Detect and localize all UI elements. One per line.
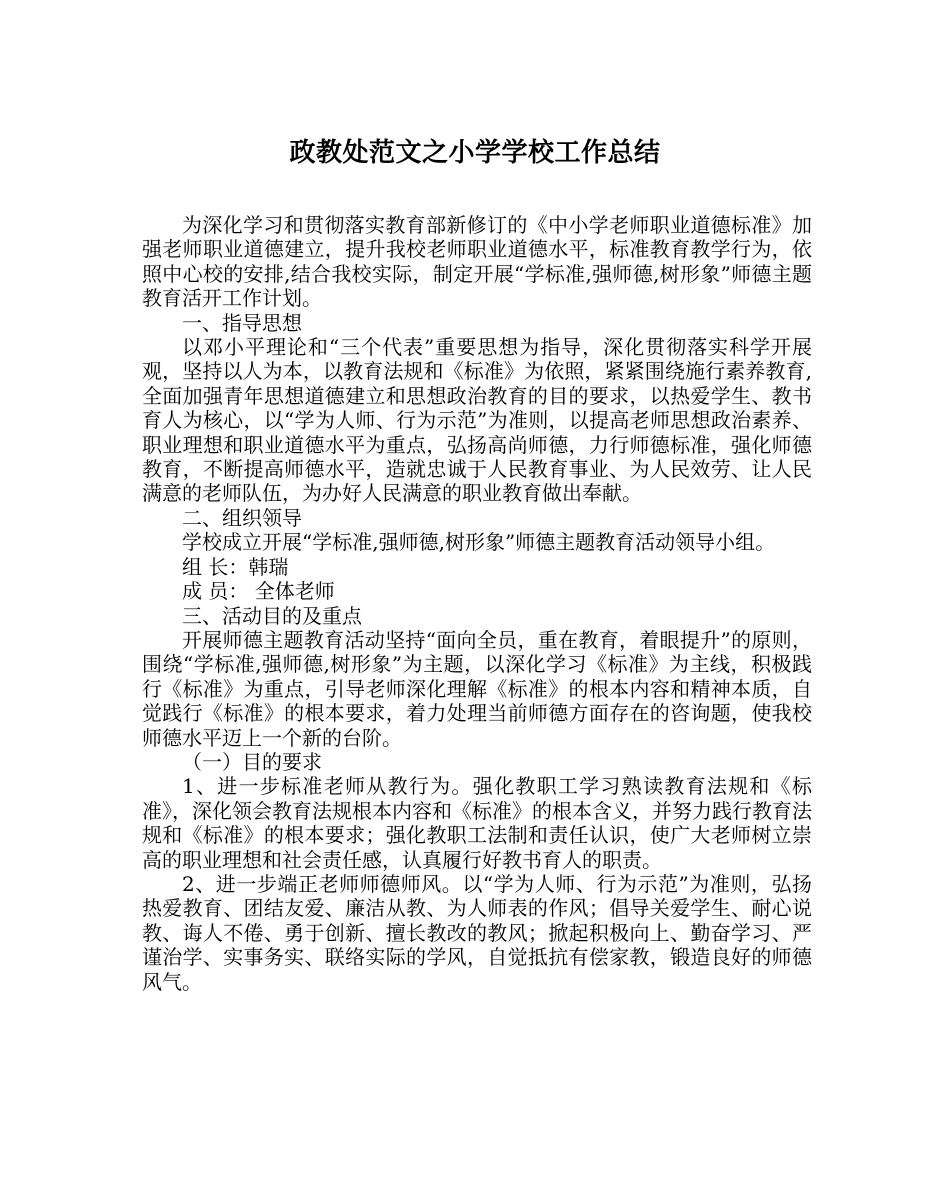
section-heading-goals: 三、活动目的及重点 (182, 603, 362, 628)
intro-paragraph: 为深化学习和贯彻落实教育部新修订的《中小学老师职业道德标准》加强老师职业道德建立，提升我校老师职业道德水平，标准教育教学行为，依照中心校的安排,结合我校实际，制定开展“学标准,强师德,树形象”师德主题教育活开工作计划。 (142, 213, 812, 311)
requirement-item-2: 2、进一步端正老师师德师风。以“学为人师、行为示范”为准则，弘扬热爱教育、团结友爱、廉洁从教、为人师表的作风；倡导关爱学生、耐心说教、诲人不倦、勇于创新、擅长教改的教风；掀起积极向上、勤奋学习、严谨治学、实事务实、联络实际的学风，自觉抵抗有偿家教，锻造良好的师德风气。 (142, 871, 812, 994)
requirement-item-1: 1、进一步标准老师从教行为。强化教职工学习熟读教育法规和《标准》，深化领会教育法规根本内容和《标准》的根本含义，并努力践行教育法规和《标准》的根本要求；强化教职工法制和责任认识，使广大老师树立崇高的职业理想和社会责任感，认真履行好教书育人的职责。 (142, 774, 812, 872)
group-leader-line: 组 长：韩瑞 (182, 554, 289, 579)
organization-paragraph: 学校成立开展“学标准,强师德,树形象”师德主题教育活动领导小组。 (182, 530, 776, 555)
subsection-heading-requirements: （一）目的要求 (182, 749, 322, 774)
document-body (142, 213, 812, 994)
guiding-thought-paragraph: 以邓小平理论和“三个代表”重要思想为指导，深化贯彻落实科学开展观，坚持以人为本，以教育法规和《标准》为依照，紧紧围绕施行素养教育,全面加强青年思想道德建立和思想政治教育的目的要求，以热爱学生、教书育人为核心，以“学为人师、行为示范”为准则，以提高老师思想政治素养、职业理想和职业道德水平为重点，弘扬高尚师德，力行师德标准，强化师德教育，不断提高师德水平，造就忠诚于人民教育事业、为人民效劳、让人民满意的老师队伍，为办好人民满意的职业教育做出奉献。 (142, 335, 812, 506)
section-heading-organization: 二、组织领导 (182, 505, 302, 530)
section-heading-guiding-thought: 一、指导思想 (182, 310, 302, 335)
goals-paragraph: 开展师德主题教育活动坚持“面向全员，重在教育，着眼提升”的原则，围绕“学标准,强师德,树形象”为主题，以深化学习《标准》为主线，积极践行《标准》为重点，引导老师深化理解《标准》的根本内容和精神本质，自觉践行《标准》的根本要求，着力处理当前师德方面存在的咨询题，使我校师德水平迈上一个新的台阶。 (142, 627, 812, 750)
document-title: 政教处范文之小学学校工作总结 (289, 138, 661, 168)
group-members-line: 成 员： 全体老师 (182, 579, 335, 604)
